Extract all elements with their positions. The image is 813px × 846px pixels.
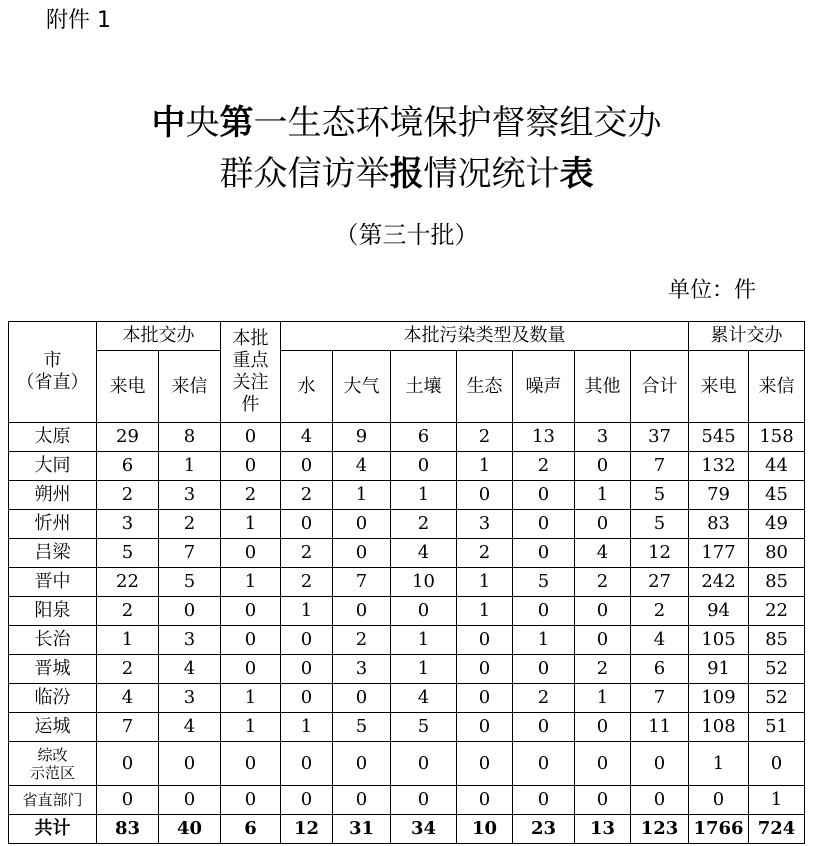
- cell-air: 0: [333, 684, 391, 713]
- cell-other: 3: [575, 423, 631, 452]
- cell-cum-phone: 1: [689, 742, 749, 786]
- total-cum-letter: 724: [749, 815, 805, 844]
- cell-soil: 1: [391, 626, 457, 655]
- cell-letter: 1: [159, 452, 221, 481]
- cell-ecology: 3: [457, 510, 513, 539]
- cell-key: 1: [221, 713, 281, 742]
- cell-cum-letter: 1: [749, 786, 805, 815]
- total-label: 共计: [9, 815, 97, 844]
- cell-noise: 0: [513, 742, 575, 786]
- cell-subtotal: 4: [631, 626, 689, 655]
- cell-other: 2: [575, 568, 631, 597]
- cell-water: 0: [281, 510, 333, 539]
- phone-header: 来电: [97, 351, 159, 423]
- cell-water: 0: [281, 786, 333, 815]
- cell-water: 0: [281, 655, 333, 684]
- table-row: [9, 786, 805, 815]
- cell-phone: 1: [97, 626, 159, 655]
- cumulative-header: 累计交办: [689, 322, 805, 351]
- row-name: [9, 742, 97, 786]
- cell-noise: 0: [513, 597, 575, 626]
- cell-soil: 4: [391, 539, 457, 568]
- cell-ecology: 1: [457, 597, 513, 626]
- cell-subtotal: 5: [631, 481, 689, 510]
- cell-soil: 5: [391, 713, 457, 742]
- cell-soil: 1: [391, 655, 457, 684]
- cell-cum-letter: 0: [749, 742, 805, 786]
- cell-phone: 0: [97, 786, 159, 815]
- cell-soil: 2: [391, 510, 457, 539]
- cell-key: 0: [221, 786, 281, 815]
- cell-soil: 4: [391, 684, 457, 713]
- cell-letter: 4: [159, 655, 221, 684]
- cell-key: 0: [221, 655, 281, 684]
- cell-soil: 0: [391, 742, 457, 786]
- cell-key: 0: [221, 423, 281, 452]
- cell-noise: 1: [513, 626, 575, 655]
- cell-ecology: 2: [457, 539, 513, 568]
- cell-cum-phone: 545: [689, 423, 749, 452]
- cell-water: 0: [281, 626, 333, 655]
- table-row: [9, 481, 805, 510]
- noise-header: 噪声: [513, 351, 575, 423]
- letter-header: 来信: [159, 351, 221, 423]
- cell-subtotal: 7: [631, 452, 689, 481]
- cell-soil: 6: [391, 423, 457, 452]
- title-segment: 报: [389, 154, 424, 194]
- cell-cum-letter: 45: [749, 481, 805, 510]
- table-row: [9, 423, 805, 452]
- row-name-line: 示范区: [29, 763, 75, 782]
- cell-noise: 2: [513, 452, 575, 481]
- soil-header: 土壤: [391, 351, 457, 423]
- cell-subtotal: 27: [631, 568, 689, 597]
- table-row: [9, 597, 805, 626]
- cell-noise: 2: [513, 684, 575, 713]
- cell-noise: 0: [513, 481, 575, 510]
- cell-phone: 5: [97, 539, 159, 568]
- cell-air: 7: [333, 568, 391, 597]
- row-name: 省直部门: [9, 786, 97, 815]
- cell-cum-phone: 83: [689, 510, 749, 539]
- title-segment: 群众信访举: [219, 154, 390, 194]
- cell-water: 1: [281, 597, 333, 626]
- cell-phone: 2: [97, 655, 159, 684]
- cell-letter: 0: [159, 786, 221, 815]
- row-name: 运城: [9, 713, 97, 742]
- cell-key: 2: [221, 481, 281, 510]
- water-header: 水: [281, 351, 333, 423]
- title-segment: 央: [185, 103, 220, 143]
- document-title-line-2: [0, 152, 813, 196]
- cell-noise: 13: [513, 423, 575, 452]
- cell-cum-letter: 52: [749, 655, 805, 684]
- cell-water: 1: [281, 713, 333, 742]
- cell-letter: 3: [159, 626, 221, 655]
- cell-cum-phone: 91: [689, 655, 749, 684]
- cell-other: 0: [575, 713, 631, 742]
- cumulative-letter-header: 来信: [749, 351, 805, 423]
- total-subtotal: 123: [631, 815, 689, 844]
- attachment-label: 附件 1: [46, 8, 111, 33]
- cell-subtotal: 5: [631, 510, 689, 539]
- cell-letter: 0: [159, 597, 221, 626]
- row-name: 临汾: [9, 684, 97, 713]
- row-name: 朔州: [9, 481, 97, 510]
- table-row: [9, 713, 805, 742]
- total-air: 31: [333, 815, 391, 844]
- cell-air: 3: [333, 655, 391, 684]
- cell-other: 0: [575, 597, 631, 626]
- cell-phone: 2: [97, 597, 159, 626]
- cell-phone: 6: [97, 452, 159, 481]
- total-row: [9, 815, 805, 844]
- cell-water: 0: [281, 742, 333, 786]
- cell-water: 0: [281, 452, 333, 481]
- cell-ecology: 0: [457, 786, 513, 815]
- cell-letter: 5: [159, 568, 221, 597]
- cell-air: 0: [333, 597, 391, 626]
- table-row: [9, 452, 805, 481]
- cell-cum-phone: 79: [689, 481, 749, 510]
- cell-cum-phone: 132: [689, 452, 749, 481]
- cell-cum-phone: 109: [689, 684, 749, 713]
- cell-other: 2: [575, 655, 631, 684]
- pollution-types-header: 本批污染类型及数量: [281, 322, 689, 351]
- row-name: 晋中: [9, 568, 97, 597]
- cumulative-phone-header: 来电: [689, 351, 749, 423]
- total-letter: 40: [159, 815, 221, 844]
- batch-assigned-header: 本批交办: [97, 322, 221, 351]
- cell-cum-letter: 44: [749, 452, 805, 481]
- cell-key: 0: [221, 626, 281, 655]
- cell-other: 0: [575, 626, 631, 655]
- cell-noise: 0: [513, 713, 575, 742]
- batch-subtitle: （第三十批）: [334, 221, 479, 249]
- cell-ecology: 0: [457, 626, 513, 655]
- cell-noise: 0: [513, 510, 575, 539]
- cell-air: 4: [333, 452, 391, 481]
- cell-ecology: 0: [457, 684, 513, 713]
- cell-air: 2: [333, 626, 391, 655]
- key-focus-line: 关注: [232, 372, 269, 393]
- cell-phone: 29: [97, 423, 159, 452]
- cell-key: 0: [221, 452, 281, 481]
- cell-air: 9: [333, 423, 391, 452]
- cell-noise: 0: [513, 655, 575, 684]
- title-segment: 中: [151, 103, 186, 143]
- cell-key: 1: [221, 510, 281, 539]
- cell-water: 2: [281, 481, 333, 510]
- cell-cum-letter: 51: [749, 713, 805, 742]
- key-focus-line: 件: [241, 394, 260, 415]
- unit-label: 单位：件: [668, 278, 757, 303]
- cell-cum-letter: 80: [749, 539, 805, 568]
- cell-other: 0: [575, 510, 631, 539]
- statistics-table: [8, 321, 805, 844]
- cell-subtotal: 0: [631, 786, 689, 815]
- cell-noise: 5: [513, 568, 575, 597]
- title-segment: 表: [559, 154, 594, 194]
- key-focus-line: 本批: [232, 328, 269, 349]
- title-segment: 一生态环境保护督察组交办: [253, 103, 662, 143]
- cell-other: 0: [575, 452, 631, 481]
- cell-letter: 3: [159, 481, 221, 510]
- total-phone: 83: [97, 815, 159, 844]
- total-other: 13: [575, 815, 631, 844]
- title-segment: 情况统计: [423, 154, 560, 194]
- cell-letter: 0: [159, 742, 221, 786]
- row-name: 太原: [9, 423, 97, 452]
- cell-other: 0: [575, 742, 631, 786]
- other-header: 其他: [575, 351, 631, 423]
- ecology-header: 生态: [457, 351, 513, 423]
- row-name-line: 综改: [37, 745, 68, 764]
- cell-cum-phone: 242: [689, 568, 749, 597]
- cell-air: 0: [333, 510, 391, 539]
- cell-air: 0: [333, 539, 391, 568]
- cell-air: 0: [333, 742, 391, 786]
- cell-key: 0: [221, 539, 281, 568]
- table-row: [9, 655, 805, 684]
- cell-cum-phone: 177: [689, 539, 749, 568]
- total-soil: 34: [391, 815, 457, 844]
- cell-cum-letter: 85: [749, 626, 805, 655]
- cell-ecology: 1: [457, 452, 513, 481]
- cell-ecology: 0: [457, 742, 513, 786]
- header-row-2: [9, 351, 805, 423]
- cell-subtotal: 6: [631, 655, 689, 684]
- cell-soil: 0: [391, 786, 457, 815]
- cell-letter: 7: [159, 539, 221, 568]
- cell-phone: 4: [97, 684, 159, 713]
- cell-key: 0: [221, 742, 281, 786]
- air-header: 大气: [333, 351, 391, 423]
- cell-cum-phone: 108: [689, 713, 749, 742]
- cell-other: 1: [575, 481, 631, 510]
- cell-letter: 4: [159, 713, 221, 742]
- cell-other: 0: [575, 786, 631, 815]
- cell-air: 1: [333, 481, 391, 510]
- cell-ecology: 0: [457, 655, 513, 684]
- cell-letter: 8: [159, 423, 221, 452]
- cell-water: 2: [281, 568, 333, 597]
- cell-subtotal: 0: [631, 742, 689, 786]
- cell-subtotal: 12: [631, 539, 689, 568]
- cell-air: 5: [333, 713, 391, 742]
- table-row: [9, 510, 805, 539]
- table-row: [9, 626, 805, 655]
- cell-soil: 0: [391, 597, 457, 626]
- cell-air: 0: [333, 786, 391, 815]
- cell-noise: 0: [513, 786, 575, 815]
- key-focus-line: 重点: [232, 350, 269, 371]
- cell-cum-letter: 49: [749, 510, 805, 539]
- cell-key: 1: [221, 684, 281, 713]
- row-name: 长治: [9, 626, 97, 655]
- cell-cum-letter: 22: [749, 597, 805, 626]
- cell-key: 1: [221, 568, 281, 597]
- cell-subtotal: 2: [631, 597, 689, 626]
- header-row-1: [9, 322, 805, 351]
- cell-letter: 2: [159, 510, 221, 539]
- cell-subtotal: 11: [631, 713, 689, 742]
- total-cum-phone: 1766: [689, 815, 749, 844]
- cell-water: 2: [281, 539, 333, 568]
- cell-other: 1: [575, 684, 631, 713]
- table-row: [9, 684, 805, 713]
- row-name: 大同: [9, 452, 97, 481]
- cell-cum-phone: 105: [689, 626, 749, 655]
- cell-phone: 0: [97, 742, 159, 786]
- cell-water: 4: [281, 423, 333, 452]
- subtotal-header: 合计: [631, 351, 689, 423]
- cell-cum-phone: 94: [689, 597, 749, 626]
- total-key: 6: [221, 815, 281, 844]
- cell-cum-letter: 158: [749, 423, 805, 452]
- row-name: 忻州: [9, 510, 97, 539]
- cell-cum-letter: 52: [749, 684, 805, 713]
- cell-phone: 7: [97, 713, 159, 742]
- cell-subtotal: 37: [631, 423, 689, 452]
- row-name: 阳泉: [9, 597, 97, 626]
- city-header-line-2: （省直）: [16, 372, 89, 393]
- table-row: [9, 568, 805, 597]
- cell-subtotal: 7: [631, 684, 689, 713]
- cell-soil: 0: [391, 452, 457, 481]
- total-water: 12: [281, 815, 333, 844]
- document-title-line-1: [0, 101, 813, 145]
- cell-phone: 3: [97, 510, 159, 539]
- cell-ecology: 0: [457, 481, 513, 510]
- city-header-line-1: 市: [43, 350, 62, 371]
- table-row: [9, 539, 805, 568]
- cell-ecology: 1: [457, 568, 513, 597]
- cell-noise: 0: [513, 539, 575, 568]
- city-header: [9, 322, 97, 423]
- cell-ecology: 2: [457, 423, 513, 452]
- row-name: 吕梁: [9, 539, 97, 568]
- cell-cum-letter: 85: [749, 568, 805, 597]
- row-name: 晋城: [9, 655, 97, 684]
- total-noise: 23: [513, 815, 575, 844]
- cell-key: 0: [221, 597, 281, 626]
- table-row: [9, 742, 805, 786]
- cell-other: 4: [575, 539, 631, 568]
- key-focus-header: [221, 322, 281, 423]
- cell-ecology: 0: [457, 713, 513, 742]
- cell-soil: 10: [391, 568, 457, 597]
- cell-water: 0: [281, 684, 333, 713]
- total-ecology: 10: [457, 815, 513, 844]
- cell-letter: 3: [159, 684, 221, 713]
- cell-cum-phone: 0: [689, 786, 749, 815]
- title-segment: 第: [219, 103, 254, 143]
- cell-phone: 2: [97, 481, 159, 510]
- cell-soil: 1: [391, 481, 457, 510]
- cell-phone: 22: [97, 568, 159, 597]
